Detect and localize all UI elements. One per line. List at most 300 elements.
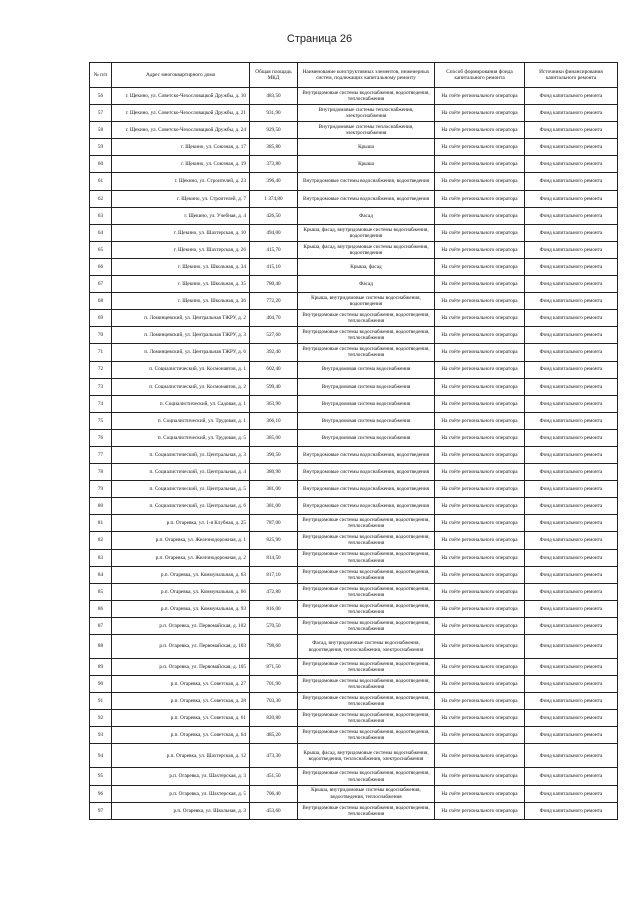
cell-num: 65 bbox=[90, 241, 112, 258]
cell-method: На счёте регионального оператора bbox=[435, 566, 525, 583]
table-row bbox=[90, 744, 618, 768]
cell-area: 825,90 bbox=[250, 532, 298, 549]
cell-source: Фонд капитального ремонта bbox=[525, 190, 618, 207]
cell-works: Внутридомовые системы водоснабжения, водоотведения bbox=[298, 481, 435, 498]
cell-works: Крыша, внутридомовые системы водоснабжения, водоотведения bbox=[298, 293, 435, 310]
table-row bbox=[90, 802, 618, 819]
cell-method: На счёте регионального оператора bbox=[435, 395, 525, 412]
cell-num: 70 bbox=[90, 327, 112, 344]
cell-works: Крыша, фасад, внутридомовые системы водоснабжения, водоотведения, теплоснабжения, электроснабжения bbox=[298, 744, 435, 768]
cell-num: 97 bbox=[90, 802, 112, 819]
cell-address: р.п. Огаревка, ул. 1-я Клубная, д. 25 bbox=[112, 515, 250, 532]
cell-area: 706,40 bbox=[250, 785, 298, 802]
cell-address: р.п. Огаревка, ул. Шахтерская, д. 3 bbox=[112, 768, 250, 785]
cell-source: Фонд капитального ремонта bbox=[525, 785, 618, 802]
cell-works: Внутридомовые системы водоснабжения, водоотведения, теплоснабжения bbox=[298, 532, 435, 549]
cell-method: На счёте регионального оператора bbox=[435, 464, 525, 481]
cell-num: 56 bbox=[90, 88, 112, 105]
table-row bbox=[90, 635, 618, 659]
cell-area: 392,40 bbox=[250, 344, 298, 361]
cell-method: На счёте регионального оператора bbox=[435, 802, 525, 819]
cell-address: г. Щекино, ул. Советско-Чехословацкой Дружбы, д. 24 bbox=[112, 122, 250, 139]
cell-num: 95 bbox=[90, 768, 112, 785]
cell-source: Фонд капитального ремонта bbox=[525, 378, 618, 395]
cell-address: г. Щекино, ул. Союзная, д. 17 bbox=[112, 139, 250, 156]
cell-method: На счёте регионального оператора bbox=[435, 241, 525, 258]
cell-address: р.п. Огаревка, ул. Коммунальная, д. 63 bbox=[112, 566, 250, 583]
cell-area: 380,90 bbox=[250, 464, 298, 481]
cell-method: На счёте регионального оператора bbox=[435, 224, 525, 241]
cell-works: Фасад bbox=[298, 207, 435, 224]
cell-num: 74 bbox=[90, 395, 112, 412]
cell-num: 77 bbox=[90, 446, 112, 463]
cell-method: На счёте регионального оператора bbox=[435, 429, 525, 446]
cell-num: 76 bbox=[90, 429, 112, 446]
cell-num: 78 bbox=[90, 464, 112, 481]
cell-source: Фонд капитального ремонта bbox=[525, 122, 618, 139]
cell-works: Внутридомовые системы водоснабжения, водоотведения, теплоснабжения bbox=[298, 583, 435, 600]
cell-source: Фонд капитального ремонта bbox=[525, 464, 618, 481]
cell-works: Внутридомовая система водоснабжения bbox=[298, 412, 435, 429]
cell-method: На счёте регионального оператора bbox=[435, 88, 525, 105]
cell-source: Фонд капитального ремонта bbox=[525, 710, 618, 727]
cell-num: 69 bbox=[90, 310, 112, 327]
cell-works: Внутридомовые системы водоснабжения, водоотведения bbox=[298, 173, 435, 190]
cell-source: Фонд капитального ремонта bbox=[525, 802, 618, 819]
cell-area: 931,90 bbox=[250, 105, 298, 122]
repair-program-table bbox=[89, 62, 618, 820]
cell-works: Внутридомовые системы теплоснабжения, электроснабжения bbox=[298, 105, 435, 122]
table-row bbox=[90, 429, 618, 446]
table-row bbox=[90, 566, 618, 583]
cell-works: Внутридомовые системы водоснабжения, водоотведения, теплоснабжения bbox=[298, 327, 435, 344]
cell-num: 59 bbox=[90, 139, 112, 156]
cell-source: Фонд капитального ремонта bbox=[525, 156, 618, 173]
cell-works: Внутридомовые системы водоснабжения, водоотведения bbox=[298, 446, 435, 463]
cell-works: Внутридомовые системы водоснабжения, водоотведения bbox=[298, 190, 435, 207]
table-row bbox=[90, 122, 618, 139]
cell-area: 772,20 bbox=[250, 293, 298, 310]
cell-area: 871,50 bbox=[250, 659, 298, 676]
cell-num: 85 bbox=[90, 583, 112, 600]
cell-num: 87 bbox=[90, 617, 112, 634]
cell-area: 703,30 bbox=[250, 693, 298, 710]
cell-area: 390,50 bbox=[250, 446, 298, 463]
table-row bbox=[90, 412, 618, 429]
table-row bbox=[90, 344, 618, 361]
cell-source: Фонд капитального ремонта bbox=[525, 139, 618, 156]
cell-source: Фонд капитального ремонта bbox=[525, 727, 618, 744]
cell-address: р.п. Огаревка, ул. Советская, д. 64 bbox=[112, 727, 250, 744]
cell-works: Внутридомовые системы водоснабжения, водоотведения, теплоснабжения bbox=[298, 549, 435, 566]
table-row bbox=[90, 693, 618, 710]
cell-area: 814,50 bbox=[250, 549, 298, 566]
cell-num: 88 bbox=[90, 635, 112, 659]
cell-works: Внутридомовые системы водоснабжения, водоотведения, теплоснабжения bbox=[298, 727, 435, 744]
cell-area: 599,40 bbox=[250, 378, 298, 395]
cell-method: На счёте регионального оператора bbox=[435, 583, 525, 600]
cell-area: 385,00 bbox=[250, 429, 298, 446]
cell-address: р.п. Огаревка, ул. Школьная, д. 3 bbox=[112, 802, 250, 819]
cell-method: На счёте регионального оператора bbox=[435, 412, 525, 429]
cell-source: Фонд капитального ремонта bbox=[525, 659, 618, 676]
cell-source: Фонд капитального ремонта bbox=[525, 549, 618, 566]
cell-source: Фонд капитального ремонта bbox=[525, 583, 618, 600]
cell-method: На счёте регионального оператора bbox=[435, 481, 525, 498]
cell-address: п. Социалистический, ул. Космонавтов, д. 1 bbox=[112, 361, 250, 378]
cell-method: На счёте регионального оператора bbox=[435, 190, 525, 207]
cell-works: Фасад, внутридомовые системы водоснабжения, водоотведения, теплоснабжения, электроснабжения bbox=[298, 635, 435, 659]
cell-address: п. Социалистический, ул. Садовая, д. 1 bbox=[112, 395, 250, 412]
cell-source: Фонд капитального ремонта bbox=[525, 515, 618, 532]
table-row bbox=[90, 617, 618, 634]
cell-method: На счёте регионального оператора bbox=[435, 173, 525, 190]
cell-area: 426,50 bbox=[250, 207, 298, 224]
table-row bbox=[90, 156, 618, 173]
cell-works: Внутридомовые системы водоснабжения, водоотведения, теплоснабжения bbox=[298, 515, 435, 532]
cell-method: На счёте регионального оператора bbox=[435, 446, 525, 463]
header-works: Наименование конструктивных элементов, инженерных систем, подлежащих капитальному ремонту bbox=[298, 63, 435, 88]
cell-source: Фонд капитального ремонта bbox=[525, 361, 618, 378]
table-body bbox=[90, 88, 618, 820]
cell-method: На счёте регионального оператора bbox=[435, 549, 525, 566]
cell-address: п. Ломинцевский, ул. Центральная ТЖРУ, д. 3 bbox=[112, 327, 250, 344]
cell-method: На счёте регионального оператора bbox=[435, 710, 525, 727]
cell-works: Фасад bbox=[298, 276, 435, 293]
cell-source: Фонд капитального ремонта bbox=[525, 310, 618, 327]
cell-num: 92 bbox=[90, 710, 112, 727]
cell-num: 96 bbox=[90, 785, 112, 802]
cell-method: На счёте регионального оператора bbox=[435, 617, 525, 634]
cell-method: На счёте регионального оператора bbox=[435, 310, 525, 327]
cell-source: Фонд капитального ремонта bbox=[525, 344, 618, 361]
cell-area: 483,50 bbox=[250, 88, 298, 105]
cell-method: На счёте регионального оператора bbox=[435, 532, 525, 549]
cell-address: р.п. Огаревка, ул. Коммунальная, д. 66 bbox=[112, 583, 250, 600]
cell-area: 415,70 bbox=[250, 241, 298, 258]
cell-address: г. Щекино, ул. Союзная, д. 19 bbox=[112, 156, 250, 173]
table-row bbox=[90, 293, 618, 310]
table-row bbox=[90, 583, 618, 600]
cell-num: 66 bbox=[90, 258, 112, 275]
cell-num: 71 bbox=[90, 344, 112, 361]
cell-source: Фонд капитального ремонта bbox=[525, 498, 618, 515]
cell-method: На счёте регионального оператора bbox=[435, 105, 525, 122]
cell-works: Внутридомовые системы теплоснабжения, электроснабжения bbox=[298, 122, 435, 139]
cell-source: Фонд капитального ремонта bbox=[525, 446, 618, 463]
cell-works: Крыша, фасад bbox=[298, 258, 435, 275]
cell-source: Фонд капитального ремонта bbox=[525, 88, 618, 105]
cell-method: На счёте регионального оператора bbox=[435, 635, 525, 659]
cell-source: Фонд капитального ремонта bbox=[525, 768, 618, 785]
cell-source: Фонд капитального ремонта bbox=[525, 395, 618, 412]
cell-address: р.п. Огаревка, ул. Коммунальная, д. 93 bbox=[112, 600, 250, 617]
cell-address: г. Щекино, ул. Строителей, д. 23 bbox=[112, 173, 250, 190]
cell-works: Внутридомовые системы водоснабжения, водоотведения bbox=[298, 464, 435, 481]
cell-area: 798,60 bbox=[250, 635, 298, 659]
cell-area: 363,90 bbox=[250, 395, 298, 412]
cell-address: г. Щекино, ул. Учебная, д. 4 bbox=[112, 207, 250, 224]
cell-works: Внутридомовые системы водоснабжения, водоотведения, теплоснабжения bbox=[298, 802, 435, 819]
cell-address: п. Социалистический, ул. Трудовая, д. 5 bbox=[112, 429, 250, 446]
table-row bbox=[90, 532, 618, 549]
cell-source: Фонд капитального ремонта bbox=[525, 693, 618, 710]
cell-works: Крыша, внутридомовые системы водоснабжения, водоотведения, теплоснабжения bbox=[298, 785, 435, 802]
table-row bbox=[90, 659, 618, 676]
cell-method: На счёте регионального оператора bbox=[435, 207, 525, 224]
cell-works: Крыша bbox=[298, 139, 435, 156]
cell-works: Внутридомовые системы водоснабжения, водоотведения bbox=[298, 498, 435, 515]
table-row bbox=[90, 515, 618, 532]
cell-works: Внутридомовые системы водоснабжения, водоотведения, теплоснабжения bbox=[298, 676, 435, 693]
table-row bbox=[90, 481, 618, 498]
cell-source: Фонд капитального ремонта bbox=[525, 481, 618, 498]
cell-area: 780,40 bbox=[250, 276, 298, 293]
cell-num: 73 bbox=[90, 378, 112, 395]
cell-area: 494,00 bbox=[250, 224, 298, 241]
cell-address: п. Социалистический, ул. Центральная, д. 4 bbox=[112, 464, 250, 481]
table-row bbox=[90, 498, 618, 515]
cell-method: На счёте регионального оператора bbox=[435, 693, 525, 710]
cell-address: г. Щекино, ул. Шахтерская, д. 10 bbox=[112, 224, 250, 241]
cell-method: На счёте регионального оператора bbox=[435, 600, 525, 617]
header-num: № п/п bbox=[90, 63, 112, 88]
cell-method: На счёте регионального оператора bbox=[435, 156, 525, 173]
cell-area: 415,10 bbox=[250, 258, 298, 275]
cell-address: п. Ломинцевский, ул. Центральная ТЖРУ, д. 2 bbox=[112, 310, 250, 327]
cell-num: 82 bbox=[90, 532, 112, 549]
cell-num: 93 bbox=[90, 727, 112, 744]
cell-source: Фонд капитального ремонта bbox=[525, 276, 618, 293]
table-header-row bbox=[90, 63, 618, 88]
cell-address: р.п. Огаревка, ул. Советская, д. 28 bbox=[112, 693, 250, 710]
table-row bbox=[90, 327, 618, 344]
cell-source: Фонд капитального ремонта bbox=[525, 258, 618, 275]
header-area: Общая площадь МКД bbox=[250, 63, 298, 88]
cell-works: Крыша, фасад, внутридомовые системы водоснабжения, водоотведения bbox=[298, 224, 435, 241]
cell-num: 90 bbox=[90, 676, 112, 693]
table-row bbox=[90, 190, 618, 207]
table-row bbox=[90, 464, 618, 481]
table-row bbox=[90, 549, 618, 566]
cell-area: 1 374,80 bbox=[250, 190, 298, 207]
cell-source: Фонд капитального ремонта bbox=[525, 207, 618, 224]
cell-address: г. Щекино, ул. Советско-Чехословацкой Дружбы, д. 21 bbox=[112, 105, 250, 122]
cell-method: На счёте регионального оператора bbox=[435, 378, 525, 395]
cell-area: 385,80 bbox=[250, 139, 298, 156]
cell-num: 63 bbox=[90, 207, 112, 224]
cell-area: 820,80 bbox=[250, 710, 298, 727]
table-row bbox=[90, 276, 618, 293]
table-row bbox=[90, 241, 618, 258]
cell-works: Крыша bbox=[298, 156, 435, 173]
table-row bbox=[90, 173, 618, 190]
cell-area: 453,60 bbox=[250, 802, 298, 819]
table-row bbox=[90, 310, 618, 327]
cell-address: р.п. Огаревка, ул. Шахтерская, д. 12 bbox=[112, 744, 250, 768]
cell-num: 75 bbox=[90, 412, 112, 429]
cell-num: 62 bbox=[90, 190, 112, 207]
cell-works: Внутридомовые системы водоснабжения, водоотведения, теплоснабжения bbox=[298, 617, 435, 634]
cell-area: 816,00 bbox=[250, 600, 298, 617]
cell-works: Внутридомовые системы водоснабжения, водоотведения, теплоснабжения bbox=[298, 344, 435, 361]
cell-source: Фонд капитального ремонта bbox=[525, 600, 618, 617]
cell-method: На счёте регионального оператора bbox=[435, 293, 525, 310]
cell-address: п. Социалистический, ул. Центральная, д. 5 bbox=[112, 481, 250, 498]
cell-address: г. Щекино, ул. Школьная, д. 35 bbox=[112, 276, 250, 293]
cell-method: На счёте регионального оператора bbox=[435, 276, 525, 293]
cell-method: На счёте регионального оператора bbox=[435, 327, 525, 344]
cell-address: р.п. Огаревка, ул. Первомайская, д. 105 bbox=[112, 659, 250, 676]
table-row bbox=[90, 105, 618, 122]
cell-address: г. Щекино, ул. Шахтерская, д. 26 bbox=[112, 241, 250, 258]
cell-num: 86 bbox=[90, 600, 112, 617]
cell-area: 929,50 bbox=[250, 122, 298, 139]
cell-num: 91 bbox=[90, 693, 112, 710]
cell-source: Фонд капитального ремонта bbox=[525, 429, 618, 446]
table-row bbox=[90, 88, 618, 105]
cell-method: На счёте регионального оператора bbox=[435, 498, 525, 515]
cell-address: р.п. Огаревка, ул. Советская, д. 61 bbox=[112, 710, 250, 727]
cell-source: Фонд капитального ремонта bbox=[525, 617, 618, 634]
cell-area: 602,40 bbox=[250, 361, 298, 378]
cell-area: 570,50 bbox=[250, 617, 298, 634]
header-method: Способ формирования фонда капитального ремонта bbox=[435, 63, 525, 88]
cell-num: 67 bbox=[90, 276, 112, 293]
cell-source: Фонд капитального ремонта bbox=[525, 173, 618, 190]
table-row bbox=[90, 395, 618, 412]
page-title: Страница 26 bbox=[286, 33, 353, 45]
cell-method: На счёте регионального оператора bbox=[435, 727, 525, 744]
cell-works: Внутридомовая система водоснабжения bbox=[298, 395, 435, 412]
cell-address: р.п. Огаревка, ул. Советская, д. 27 bbox=[112, 676, 250, 693]
cell-source: Фонд капитального ремонта bbox=[525, 327, 618, 344]
table-row bbox=[90, 676, 618, 693]
table-row bbox=[90, 378, 618, 395]
cell-num: 89 bbox=[90, 659, 112, 676]
cell-method: На счёте регионального оператора bbox=[435, 744, 525, 768]
cell-num: 68 bbox=[90, 293, 112, 310]
cell-num: 81 bbox=[90, 515, 112, 532]
cell-num: 57 bbox=[90, 105, 112, 122]
table-row bbox=[90, 258, 618, 275]
cell-address: г. Щекино, ул. Строителей, д. 7 bbox=[112, 190, 250, 207]
cell-source: Фонд капитального ремонта bbox=[525, 241, 618, 258]
cell-works: Внутридомовая система водоснабжения bbox=[298, 378, 435, 395]
table-row bbox=[90, 600, 618, 617]
cell-address: п. Социалистический, ул. Космонавтов, д. 2 bbox=[112, 378, 250, 395]
cell-area: 396,40 bbox=[250, 173, 298, 190]
cell-address: п. Социалистический, ул. Центральная, д. 6 bbox=[112, 498, 250, 515]
table-row bbox=[90, 361, 618, 378]
table-row bbox=[90, 139, 618, 156]
cell-area: 472,80 bbox=[250, 583, 298, 600]
table-row bbox=[90, 727, 618, 744]
cell-area: 527,60 bbox=[250, 327, 298, 344]
cell-source: Фонд капитального ремонта bbox=[525, 224, 618, 241]
cell-method: На счёте регионального оператора bbox=[435, 785, 525, 802]
cell-address: р.п. Огаревка, ул. Железнодорожная, д. 1 bbox=[112, 532, 250, 549]
cell-address: п. Ломинцевский, ул. Центральная ТЖРУ, д. 6 bbox=[112, 344, 250, 361]
cell-area: 366,10 bbox=[250, 412, 298, 429]
cell-address: р.п. Огаревка, ул. Первомайская, д. 102 bbox=[112, 617, 250, 634]
cell-area: 451,50 bbox=[250, 768, 298, 785]
header-source: Источники финансирования капитального ремонта bbox=[525, 63, 618, 88]
cell-works: Внутридомовые системы водоснабжения, водоотведения, теплоснабжения bbox=[298, 710, 435, 727]
cell-source: Фонд капитального ремонта bbox=[525, 293, 618, 310]
cell-works: Внутридомовые системы водоснабжения, водоотведения, теплоснабжения bbox=[298, 693, 435, 710]
cell-area: 817,10 bbox=[250, 566, 298, 583]
cell-method: На счёте регионального оператора bbox=[435, 768, 525, 785]
cell-works: Внутридомовые системы водоснабжения, водоотведения, теплоснабжения bbox=[298, 566, 435, 583]
cell-num: 84 bbox=[90, 566, 112, 583]
table-row bbox=[90, 446, 618, 463]
cell-method: На счёте регионального оператора bbox=[435, 139, 525, 156]
cell-num: 72 bbox=[90, 361, 112, 378]
cell-method: На счёте регионального оператора bbox=[435, 344, 525, 361]
cell-address: р.п. Огаревка, ул. Железнодорожная, д. 2 bbox=[112, 549, 250, 566]
cell-num: 64 bbox=[90, 224, 112, 241]
table-row bbox=[90, 785, 618, 802]
cell-works: Внутридомовая система водоснабжения bbox=[298, 429, 435, 446]
cell-num: 60 bbox=[90, 156, 112, 173]
cell-source: Фонд капитального ремонта bbox=[525, 412, 618, 429]
cell-works: Крыша, фасад, внутридомовые системы водоснабжения, водоотведения bbox=[298, 241, 435, 258]
cell-address: п. Социалистический, ул. Центральная, д. 3 bbox=[112, 446, 250, 463]
cell-works: Внутридомовые системы водоснабжения, водоотведения, теплоснабжения bbox=[298, 310, 435, 327]
cell-address: г. Щекино, ул. Школьная, д. 36 bbox=[112, 293, 250, 310]
cell-num: 94 bbox=[90, 744, 112, 768]
cell-method: На счёте регионального оператора bbox=[435, 659, 525, 676]
cell-address: п. Социалистический, ул. Трудовая, д. 1 bbox=[112, 412, 250, 429]
cell-works: Внутридомовая система водоснабжения bbox=[298, 361, 435, 378]
cell-area: 404,70 bbox=[250, 310, 298, 327]
table-row bbox=[90, 710, 618, 727]
cell-num: 83 bbox=[90, 549, 112, 566]
cell-num: 80 bbox=[90, 498, 112, 515]
cell-num: 61 bbox=[90, 173, 112, 190]
cell-method: На счёте регионального оператора bbox=[435, 515, 525, 532]
cell-method: На счёте регионального оператора bbox=[435, 361, 525, 378]
cell-num: 58 bbox=[90, 122, 112, 139]
cell-source: Фонд капитального ремонта bbox=[525, 566, 618, 583]
cell-address: р.п. Огаревка, ул. Первомайская, д. 103 bbox=[112, 635, 250, 659]
cell-works: Внутридомовые системы водоснабжения, водоотведения, теплоснабжения bbox=[298, 768, 435, 785]
cell-num: 79 bbox=[90, 481, 112, 498]
cell-address: р.п. Огаревка, ул. Шахтерская, д. 5 bbox=[112, 785, 250, 802]
header-address: Адрес многоквартирного дома bbox=[112, 63, 250, 88]
cell-works: Внутридомовые системы водоснабжения, водоотведения, теплоснабжения bbox=[298, 659, 435, 676]
cell-area: 381,00 bbox=[250, 481, 298, 498]
cell-source: Фонд капитального ремонта bbox=[525, 105, 618, 122]
cell-area: 473,30 bbox=[250, 744, 298, 768]
cell-source: Фонд капитального ремонта bbox=[525, 676, 618, 693]
cell-method: На счёте регионального оператора bbox=[435, 122, 525, 139]
cell-works: Внутридомовые системы водоснабжения, водоотведения, теплоснабжения bbox=[298, 600, 435, 617]
cell-address: г. Щекино, ул. Советско-Чехословацкой Дружбы, д. 10 bbox=[112, 88, 250, 105]
table-row bbox=[90, 207, 618, 224]
cell-method: На счёте регионального оператора bbox=[435, 676, 525, 693]
cell-area: 701,90 bbox=[250, 676, 298, 693]
table-row bbox=[90, 224, 618, 241]
cell-area: 381,00 bbox=[250, 498, 298, 515]
cell-area: 485,20 bbox=[250, 727, 298, 744]
table-row bbox=[90, 768, 618, 785]
cell-address: г. Щекино, ул. Школьная, д. 34 bbox=[112, 258, 250, 275]
cell-works: Внутридомовые системы водоснабжения, водоотведения, теплоснабжения bbox=[298, 88, 435, 105]
cell-source: Фонд капитального ремонта bbox=[525, 532, 618, 549]
cell-source: Фонд капитального ремонта bbox=[525, 744, 618, 768]
